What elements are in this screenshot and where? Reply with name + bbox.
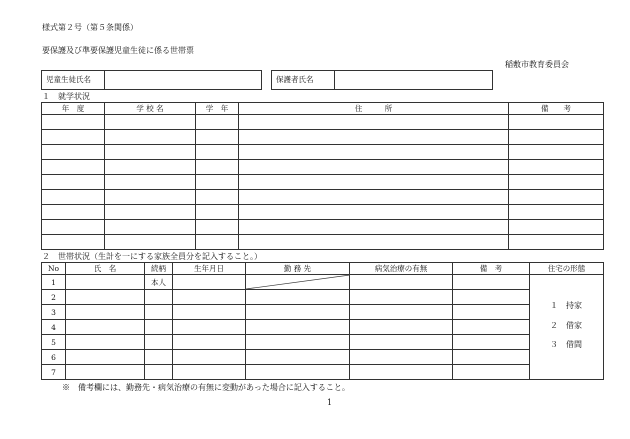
table-row[interactable] (42, 320, 604, 335)
section1-title: １ 就学状況 (42, 92, 90, 101)
col-year: 年 度 (42, 103, 105, 115)
row-no: 4 (42, 320, 66, 335)
col-birthdate: 生年月日 (173, 263, 246, 275)
table-row[interactable] (42, 275, 604, 290)
form-number: 様式第２号（第５条関係） (42, 23, 138, 32)
col-remarks: 備 考 (453, 263, 530, 275)
table-row[interactable] (42, 365, 604, 380)
student-name-label: 児童生徒氏名 (42, 71, 105, 89)
col-workplace: 勤 務 先 (246, 263, 350, 275)
row-no: 3 (42, 305, 66, 320)
housing-option-own: １ 持家 (550, 301, 582, 310)
table-row[interactable] (42, 335, 604, 350)
table-row[interactable] (42, 115, 604, 130)
table-row[interactable] (42, 290, 604, 305)
housing-option-room: ３ 借間 (550, 340, 582, 349)
table-row[interactable] (42, 175, 604, 190)
student-name-field[interactable] (41, 70, 262, 90)
row-no: 1 (42, 275, 66, 290)
table-row[interactable] (42, 350, 604, 365)
col-relation: 続柄 (145, 263, 173, 275)
guardian-name-field[interactable] (271, 70, 493, 90)
row-no: 2 (42, 290, 66, 305)
col-grade: 学 年 (196, 103, 239, 115)
col-school: 学 校 名 (105, 103, 196, 115)
issuer: 稲敷市教育委員会 (505, 60, 569, 69)
guardian-name-label: 保護者氏名 (272, 71, 335, 89)
table-row[interactable] (42, 305, 604, 320)
table-row[interactable] (42, 145, 604, 160)
table-row[interactable] (42, 220, 604, 235)
col-remarks: 備 考 (509, 103, 604, 115)
section2-title: ２ 世帯状況（生計を一にする家族全員分を記入すること。） (42, 252, 262, 261)
housing-option-rent: ２ 借家 (550, 321, 582, 330)
form-title: 要保護及び準要保護児童生徒に係る世帯票 (42, 46, 194, 55)
col-housing: 住宅の形態 (530, 263, 604, 275)
page-number: 1 (327, 398, 333, 407)
diagonal-line (246, 275, 350, 290)
table-row[interactable] (42, 160, 604, 175)
row-no: 7 (42, 365, 66, 380)
household-table (41, 262, 604, 380)
note: ※ 備考欄には、勤務先・病気治療の有無に変動があった場合に記入すること。 (62, 383, 350, 392)
col-address: 住 所 (239, 103, 509, 115)
row-no: 5 (42, 335, 66, 350)
row-relation: 本人 (145, 275, 173, 290)
enrollment-table (41, 102, 604, 250)
col-no: No (42, 263, 66, 275)
workplace-diagonal-cell[interactable] (246, 275, 350, 290)
row-no: 6 (42, 350, 66, 365)
table-row[interactable] (42, 235, 604, 250)
col-illness: 病気治療の有無 (350, 263, 453, 275)
table-row[interactable] (42, 190, 604, 205)
table-row[interactable] (42, 205, 604, 220)
table-row[interactable] (42, 130, 604, 145)
col-name: 氏 名 (66, 263, 145, 275)
